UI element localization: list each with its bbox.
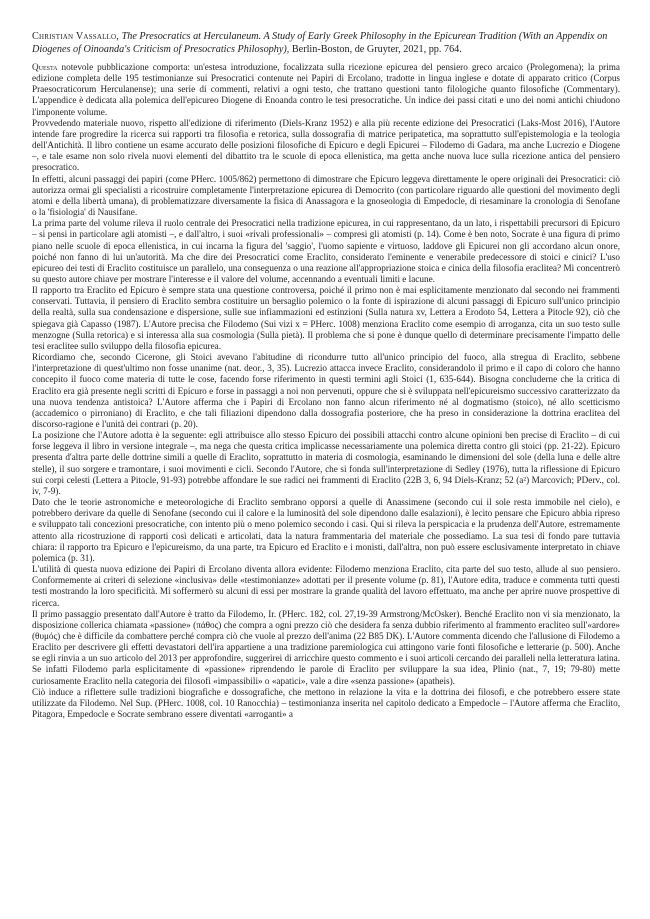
review-paragraph: La posizione che l'Autore adotta è la seguente: egli attribuisce allo stesso Epicuro dei possibili attacchi contro alcune opinioni ben precise di Eraclito – di cui forse leggeva il libro in versione integrale –, ma nega che questa critica implicasse necessariamente una polemica diretta contro gli stoici (pp. 21-22). Epicuro presenta d'altra parte delle dottrine simili a quelle di Eraclito, soprattutto in materia di cosmologia, esaminando le dimensioni del sole (della luna e delle altre stelle), il suo sorgere e tramontare, i suoi movimenti e cicli. Secondo l'Autore, che si fonda sull'interpretazione di Sedley (1976), tutta la riflessione di Epicuro sui corpi celesti (Lettera a Pitocle, 91-93) potrebbe affondare le sue radici nei frammenti di Eraclito (22B 3, 6, 94 Diels-Kranz; 52 (a²) Marcovich; PDerv., col. iv, 7-9). [32,430,620,496]
review-paragraph: La prima parte del volume rileva il ruolo centrale dei Presocratici nella tradizione epicurea, in cui rappresentano, da un lato, i rispettabili precursori di Epicuro – si pensi in particolare agli atomisti –, e dall'altro, i suoi «rivali professionali» – compresi gli atomisti (p. 14). Come è ben noto, Socrate è una figura di primo piano nelle scuole di epoca ellenistica, in cui incarna la figura del 'saggio', l'uomo sapiente e virtuoso, laddove gli Epicurei non gli accordano alcun onore, poiché non fanno di lui un'autorità. Ma che dire dei Presocratici come Eraclito, considerato l'eminente e venerabile predecessore di stoici e cinici? L'uso epicureo dei testi di Eraclito costituisce un parallelo, una conseguenza o una reazione all'appropriazione stoica e cinica della filosofia eraclitea? Mi concentrerò su questo autore chiave per mostrare l'interesse e il valore del volume, accennando a eventuali limiti e lacune. [32,218,620,284]
book-title: The Presocratics at Herculaneum. A Study of Early Greek Philosophy in the Epicurean Tradition (With an Appendix on Diogenes of Oinoanda's Criticism of Presocratics Philosophy) [32,31,608,55]
review-paragraph: Ricordiamo che, secondo Cicerone, gli Stoici avevano l'abitudine di ricondurre tutto all'unico principio del fuoco, alla stregua di Eraclito, sebbene l'interpretazione di quest'ultimo non fosse unanime (nat. deor., 3, 35). Lucrezio attacca invece Eraclito, considerandolo il primo e il capo di coloro che hanno concepito il fuoco come materia di tutte le cose, facendo forse riferimento in questi termini agli Stoici (1, 635-644). Bisogna concluderne che la critica di Eraclito era già presente negli scritti di Epicuro e forse in passaggi a noi non pervenuti, oppure che si è sviluppata nell'epicureismo successivo caratterizzato da una nuova tendenza antistoica? L'Autore afferma che i Papiri di Ercolano non fanno alcun riferimento né al dogmatismo (stoico), né allo scetticismo (accademico o pirroniano) di Eraclito, e che tali filiazioni dipendono dalla dossografia posteriore, che ha preso in considerazione la dottrina eraclitea del discorso-ragione e l'unità dei contrari (p. 20). [32,352,620,429]
opening-lead: Questa [32,62,58,72]
review-paragraph: Ciò induce a riflettere sulle tradizioni biografiche e dossografiche, che mettono in relazione la vita e la dottrina dei filosofi, e che potrebbero essere state utilizzate da Filodemo. Nel Sup. (PHerc. 1008, col. 10 Ranocchia) – testimonianza inserita nel capitolo dedicato a Empedocle – l'Autore afferma che Eraclito, Pitagora, Empedocle e Socrate sembrano essere diventati «arroganti» a [32,686,620,720]
review-paragraph: Dato che le teorie astronomiche e meteorologiche di Eraclito sembrano opporsi a quelle di Anassimene (secondo cui il sole resta immobile nel cielo), e potrebbero derivare da quelle di Senofane (secondo cui il calore e la luminosità del sole dipendono dalle esalazioni), è lecito pensare che Epicuro abbia ripreso e sviluppato tali concezioni presocratiche, con intento più o meno polemico secondo i casi. Qui si rileva la perspicacia e la prudenza dell'Autore, estremamente attento alla ricostruzione di rapporti così delicati e articolati, data la natura frammentaria del materiale che possediamo. La sua tesi di fondo pare tuttavia chiara: il rapporto tra Epicuro e l'epicureismo, da una parte, tra Epicuro ed Eraclito e i monisti, dall'altra, non può essere esclusivamente interpretato in chiave polemica (p. 31). [32,497,620,563]
review-author: Christian Vassallo, [32,31,120,42]
review-paragraph: In effetti, alcuni passaggi dei papiri (come PHerc. 1005/862) permettono di dimostrare che Epicuro leggeva direttamente le opere originali dei Presocratici: ciò autorizza ormai gli specialisti a ricostruire completamente l'interpretazione epicurea di Democrito (con particolare riguardo alle questioni del movimento degli atomi e della libertà umana), di problematizzare diversamente la fisica di Anassagora e la gnoseologia di Empedocle, di riesaminare la cronologia di Senofane o la 'fisiologia' di Nausifane. [32,173,620,218]
review-paragraph: L'utilità di questa nuova edizione dei Papiri di Ercolano diventa allora evidente: Filodemo menziona Eraclito, cita parte del suo testo, allude al suo pensiero. Conformemente ai criteri di selezione «inclusiva» delle «testimonianze» adottati per il presente volume (p. 81), l'Autore edita, traduce e commenta tutti questi testi mostrando la loro specificità. Mi soffermerò su alcuni di essi per mostrare la grande qualità del lavoro effettuato, ma anche per aprire nuove prospettive di ricerca. [32,564,620,608]
review-paragraph: Provvedendo materiale nuovo, rispetto all'edizione di riferimento (Diels-Kranz 1952) e alla più recente edizione dei Presocratici (Laks-Most 2016), l'Autore intende fare progredire la ricerca sui rapporti tra filosofia e retorica, sulla dossografia di matrice peripatetica, ma soprattutto sull'epistemologia e la teologia dell'Antichità. Il libro contiene un esame accurato delle posizioni filosofiche di Epicuro e degli Epicurei – Filodemo di Gadara, ma anche Lucrezio e Diogene –, e tale esame non solo rivela nuovi elementi del dibattito tra le scuole di epoca ellenistica, ma getta anche nuova luce sulla ricezione antica del pensiero presocratico. [32,117,620,173]
review-paragraph: Il primo passaggio presentato dall'Autore è tratto da Filodemo, Ir. (PHerc. 182, col. 27,19-39 Armstrong/McOsker). Benché Eraclito non vi sia menzionato, la disposizione collerica chiamata «passione» (πάθος) che compra a ogni prezzo ciò che desidera fa senza dubbio riferimento al frammento eracliteo sull'«ardore» (θυμός) che è difficile da combattere perché compra ciò che vuole al prezzo dell'anima (22 B85 DK). L'Autore commenta dicendo che l'allusione di Filodemo a Eraclito per descrivere gli effetti devastatori dell'ira appartiene a una tradizione paremiologica cui attingono varie fonti filosofiche e letterarie (p. 500). Anche se egli rinvia a un suo articolo del 2013 per approfondire, suggerirei di arricchire questo commento e i suoi articoli cercando dei paralleli nella letteratura latina. Se infatti Filodemo parla esplicitamente di «passione» riprendendo le parole di Eraclito per sviluppare la sua idea, Plinio (nat., 7, 19; 79-80) mette curiosamente Eraclito nella categoria dei filosofi «impassibili» o «apatici», vale a dire «senza passione» (apatheis). [32,608,620,686]
review-paragraph: Il rapporto tra Eraclito ed Epicuro è sempre stata una questione controversa, poiché il primo non è mai esplicitamente menzionato dal secondo nei frammenti conservati. Tuttavia, il pensiero di Eraclito sembra costituire un bersaglio polemico o la fonte di ispirazione di alcuni passaggi di Epicuro sull'unico principio della realtà, sulla sua condensazione e dispersione, sulle sue infiammazioni ed estinzioni (Sulla natura xv, Lettera a Erodoto 54, Lettera a Pitocle 92), ciò che spiegava già Capasso (1987). L'Autore precisa che Filodemo (Sui vizi x = PHerc. 1008) menziona Eraclito come esempio di arroganza, cita un suo testo sulle menzogne (Sulla retorica) e si interessa alla sua cosmologia (Sulla pietà). Il problema che si pone è dunque quello di determinare precisamente l'impatto delle tesi eraclitee sullo sviluppo della filosofia epicurea. [32,285,620,351]
book-citation [32,30,620,56]
review-paragraph [32,62,620,118]
publication-info: , Berlin-Boston, de Gruyter, 2021, pp. 764. [286,44,462,55]
opening-text: notevole pubblicazione comporta: un'estesa introduzione, focalizzata sulla ricezione epicurea del pensiero greco arcaico (Prolegomena); la prima edizione completa delle 195 testimonianze sui Presocratici contenute nei Papiri di Ercolano, tradotte in lingua inglese e dotate di apparato critico (Corpus Praesocraticorum Herculanense); una serie di commenti, relativi a ogni testo, che trattano questioni tanto filologiche quanto filosofiche (Commentary). L'appendice è dedicata alla polemica dell'epicureo Diogene di Enoanda contro le tesi presocratiche. Un indice dei passi citati e uno dei nomi antichi chiudono l'imponente volume. [32,62,620,117]
